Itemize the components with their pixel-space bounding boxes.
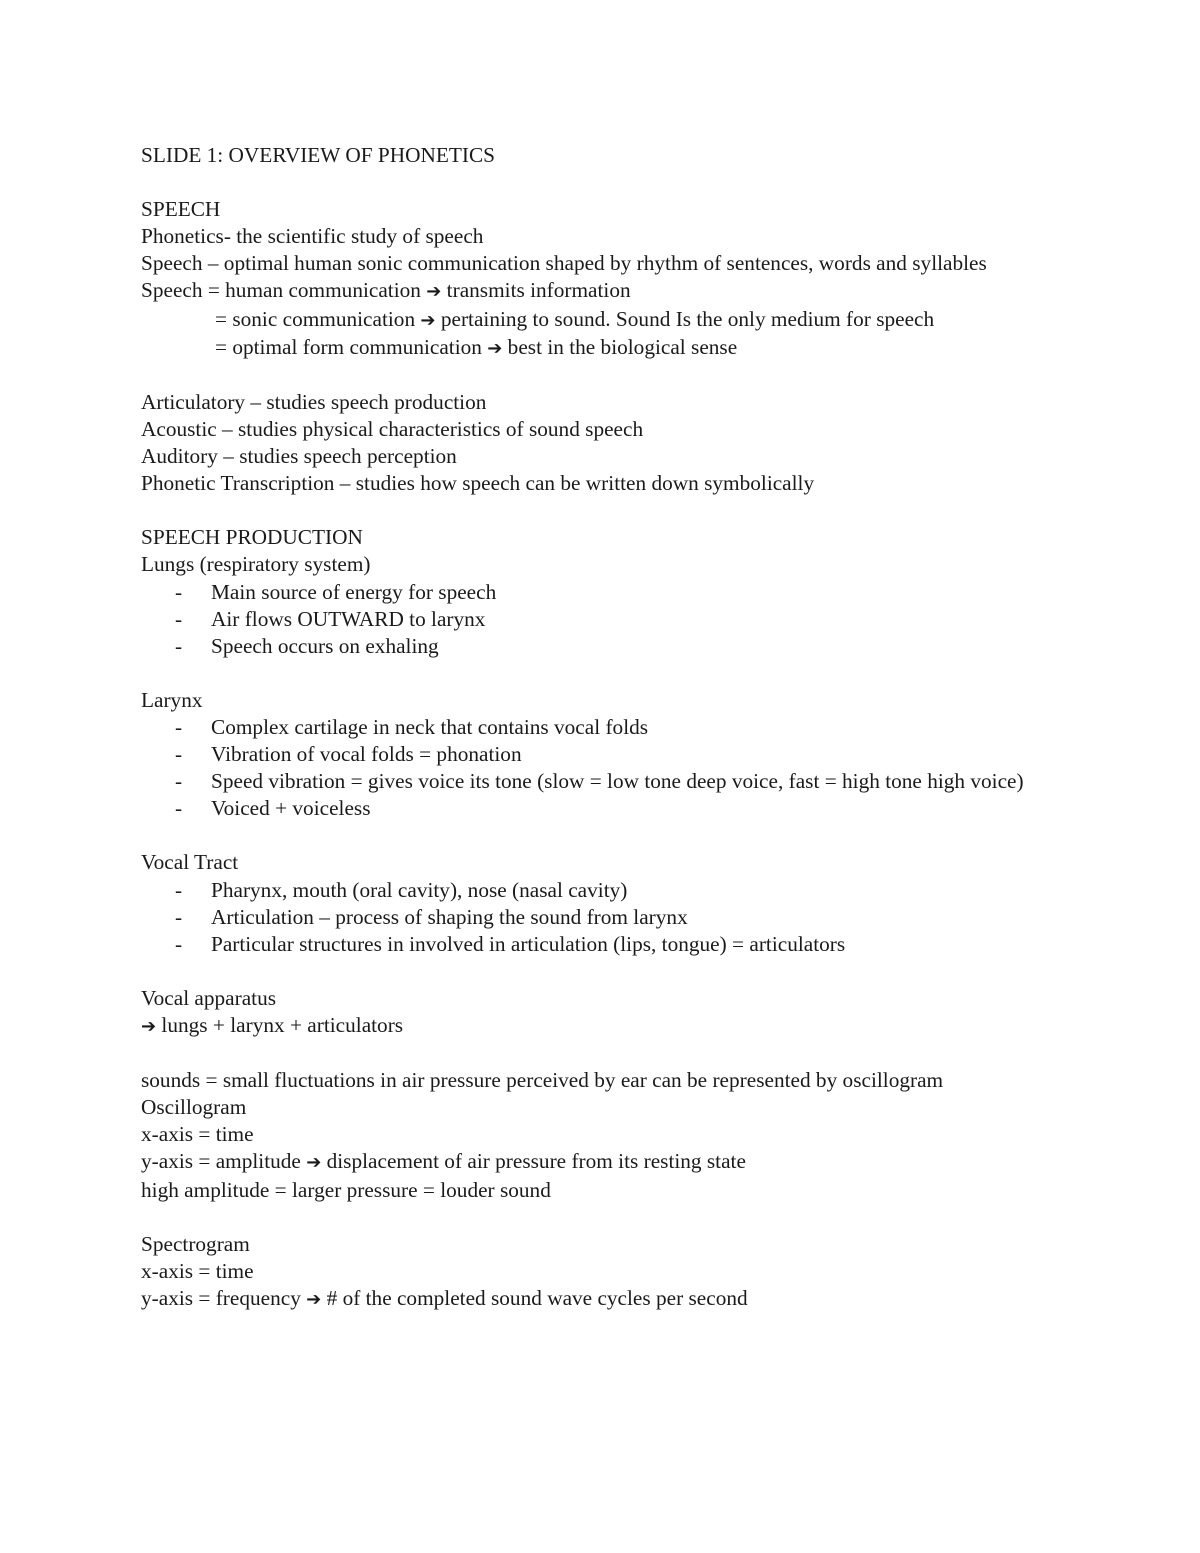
equation-text: = optimal form communication (215, 334, 488, 359)
vocal-tract-label: Vocal Tract (141, 850, 239, 875)
branch-acoustic: Acoustic – studies physical characteristics of sound speech (141, 416, 644, 441)
arrow-icon: ➔ (426, 281, 442, 303)
equation-text: best in the biological sense (502, 334, 738, 359)
spacer (141, 362, 1081, 389)
list-item: - Articulation – process of shaping the sound from larynx (141, 904, 1081, 931)
list-item: - Voiced + voiceless (141, 795, 1081, 822)
spacer (141, 169, 1081, 196)
list-item: - Particular structures in involved in articulation (lips, tongue) = articulators (141, 931, 1081, 958)
spacer (141, 1040, 1081, 1067)
arrow-icon: ➔ (141, 1016, 157, 1037)
oscillogram-intro: sounds = small fluctuations in air pressure perceived by ear can be represented by oscillogram (141, 1068, 944, 1093)
lungs-list (141, 579, 1081, 660)
branch-transcription: Phonetic Transcription – studies how speech can be written down symbolically (141, 471, 815, 496)
document-page (141, 142, 1081, 1313)
larynx-label: Larynx (141, 687, 203, 712)
oscillogram-y-axis (141, 1148, 1081, 1176)
spectrogram-x-axis: x-axis = time (141, 1258, 254, 1283)
larynx-list (141, 714, 1081, 822)
document-title: SLIDE 1: OVERVIEW OF PHONETICS (141, 143, 496, 167)
list-item: - Main source of energy for speech (141, 579, 1081, 606)
arrow-icon: ➔ (487, 337, 503, 359)
production-heading: SPEECH PRODUCTION (141, 525, 363, 550)
spacer (141, 822, 1081, 849)
lungs-label: Lungs (respiratory system) (141, 552, 371, 577)
speech-equation-1 (141, 277, 1081, 305)
apparatus-text: lungs + larynx + articulators (156, 1013, 404, 1037)
phonetics-definition: Phonetics- the scientific study of speech (141, 224, 484, 249)
spacer (141, 958, 1081, 985)
arrow-icon: ➔ (306, 1288, 322, 1310)
axis-text: displacement of air pressure from its resting state (321, 1149, 746, 1174)
axis-text: y-axis = amplitude (141, 1149, 307, 1174)
equation-text: Speech = human communication (141, 278, 427, 303)
branch-auditory: Auditory – studies speech perception (141, 444, 457, 469)
vocal-apparatus-line (141, 1012, 1081, 1040)
equation-text: = sonic communication (215, 306, 421, 331)
equation-text: pertaining to sound. Sound Is the only medium for speech (435, 306, 935, 331)
list-item: - Speed vibration = gives voice its tone (slow = low tone deep voice, fast = high tone high voice) (141, 768, 1081, 795)
spectrogram-y-axis (141, 1285, 1081, 1313)
vocal-apparatus-label: Vocal apparatus (141, 985, 277, 1010)
list-item: - Speech occurs on exhaling (141, 633, 1081, 660)
list-item: - Vibration of vocal folds = phonation (141, 741, 1081, 768)
speech-equation-2 (141, 306, 1081, 334)
list-item: - Pharynx, mouth (oral cavity), nose (nasal cavity) (141, 877, 1081, 904)
spacer (141, 660, 1081, 687)
vocal-tract-list (141, 877, 1081, 958)
list-item: - Complex cartilage in neck that contains vocal folds (141, 714, 1081, 741)
spectrogram-label: Spectrogram (141, 1231, 250, 1256)
speech-equation-3 (141, 334, 1081, 362)
speech-heading: SPEECH (141, 197, 221, 222)
speech-definition: Speech – optimal human sonic communication shaped by rhythm of sentences, words and syllables (141, 251, 987, 276)
arrow-icon: ➔ (420, 309, 436, 331)
oscillogram-label: Oscillogram (141, 1095, 247, 1120)
list-item: - Air flows OUTWARD to larynx (141, 606, 1081, 633)
branch-articulatory: Articulatory – studies speech production (141, 389, 487, 414)
spacer (141, 497, 1081, 524)
high-amplitude-note: high amplitude = larger pressure = louder sound (141, 1177, 551, 1202)
arrow-icon: ➔ (306, 1152, 322, 1174)
equation-text: transmits information (441, 278, 631, 303)
spacer (141, 1204, 1081, 1231)
oscillogram-x-axis: x-axis = time (141, 1122, 254, 1147)
axis-text: y-axis = frequency (141, 1285, 307, 1310)
axis-text: # of the completed sound wave cycles per second (321, 1285, 748, 1310)
